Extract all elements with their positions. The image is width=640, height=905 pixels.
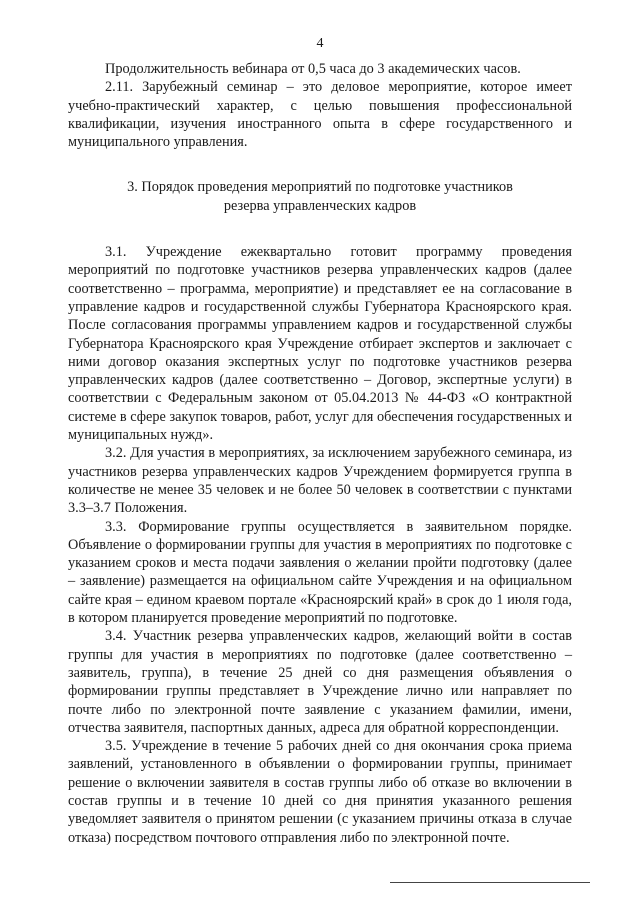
paragraph-3-1: 3.1. Учреждение ежеквартально готовит программу проведения мероприятий по подготовке участников резерва управленческих кадров (далее соответственно – программа, мероприятие) и представляет ее на согласование в управление кадров и государственной службы Губернатора Красноярского края. После согласования программы управлением кадров и государственной службы Губернатора Красноярского края Учреждение отбирает экспертов и заключает с ними договор оказания экспертных услуг по подготовке участников резерва управленческих кадров (далее соответственно – Договор, экспертные услуги) в соответствии с Федеральным законом от 05.04.2013 № 44-ФЗ «О контрактной системе в сфере закупок товаров, работ, услуг для обеспечения государственных и муниципальных нужд». xyxy=(68,244,572,444)
section-heading xyxy=(68,178,572,215)
paragraph-3-5: 3.5. Учреждение в течение 5 рабочих дней со дня окончания срока приема заявлений, установленного в объявлении о формировании группы, принимает решение о включении заявителя в состав группы либо об отказе во включении в состав группы и в течение 10 дней со дня принятия указанного решения уведомляет заявителя о принятом решении (с указанием причины отказа в случае отказа) посредством почтового отправления либо по электронной почте. xyxy=(68,738,572,846)
paragraph-3-2: 3.2. Для участия в мероприятиях, за исключением зарубежного семинара, из участников резерва управленческих кадров Учреждением формируется группа в количестве не менее 35 человек и не более 50 человек в соответствии с пунктами 3.3–3.7 Положения. xyxy=(68,445,572,517)
footer-rule xyxy=(390,882,590,883)
page-number: 4 xyxy=(316,36,324,51)
paragraph-3-3: 3.3. Формирование группы осуществляется в заявительном порядке. Объявление о формировании группы для участия в мероприятиях по подготовке с указанием сроков и места подачи заявления о желании пройти подготовку (далее – заявление) размещается на официальном сайте Учреждения и на официальном сайте края – едином краевом портале «Красноярский край» в срок до 1 июля года, в котором планируется проведение мероприятий по подготовке. xyxy=(68,518,572,627)
document-body xyxy=(68,60,572,847)
paragraph-webinar-duration: Продолжительность вебинара от 0,5 часа до 3 академических часов. xyxy=(105,61,521,77)
section-heading-line1: 3. Порядок проведения мероприятий по подготовке участников xyxy=(127,179,513,196)
section-heading-line2: резерва управленческих кадров xyxy=(223,197,417,214)
paragraph-2-11: 2.11. Зарубежный семинар – это деловое мероприятие, которое имеет учебно-практический характер, с целью повышения профессиональной квалификации, изучения иностранного опыта в сфере государственного и муниципального управления. xyxy=(68,79,572,151)
paragraph-3-4: 3.4. Участник резерва управленческих кадров, желающий войти в состав группы для участия в мероприятиях по подготовке (далее соответственно – заявитель, группа), в течение 25 дней со дня размещения объявления о формировании группы представляет в Учреждение лично или направляет по почте либо по электронной почте заявление с указанием фамилии, имени, отчества заявителя, паспортных данных, адреса для обратной корреспонденции. xyxy=(68,628,572,736)
